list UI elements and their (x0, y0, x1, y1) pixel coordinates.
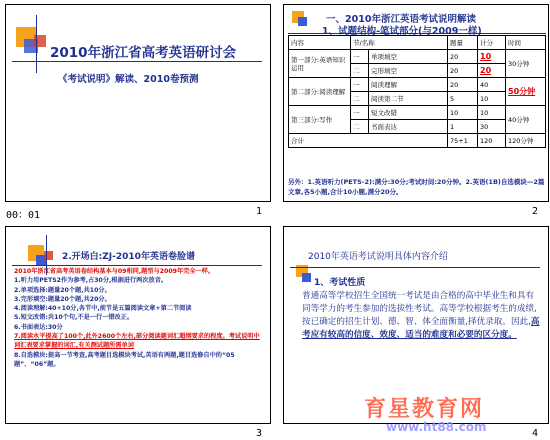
table-cell: 二 (351, 92, 369, 106)
list-item: 1.听力用PETS2作为参考,占30分,根据进行两次放音。 (14, 277, 168, 285)
table-header-cell: 题量 (448, 36, 478, 50)
list-item: 6.书面表达:30分 (14, 323, 63, 331)
table-cell: 1 (448, 120, 478, 134)
table-cell: 10 (478, 106, 506, 120)
slide-3-body (14, 267, 264, 369)
table-cell: 一 (351, 106, 369, 120)
table-row (289, 50, 546, 64)
page-number-3: 3 (256, 428, 263, 439)
table-cell: 20 (448, 64, 478, 78)
slide-4-paragraph (302, 290, 542, 342)
slide-2-footnote: 另外：1.英语听力(PETS-2):满分:30分;考试时间:20分钟。2.英语(1B)自选模块—2篇文章,各5小题,合计10小题,满分20分。 (288, 178, 545, 196)
table-cell: 书面表达 (369, 120, 448, 134)
decor-line-horizontal (12, 61, 262, 62)
table-cell: 阅读第二节 (369, 92, 448, 106)
slide-2[interactable] (283, 4, 549, 202)
decor-line-horizontal (12, 265, 262, 266)
list-item: 7.阅读水平提高了100个,此外2600个左右,部分阅读题词汇超纲要求的程度。考试说明中词汇表要求掌握的词汇,有关测试题所需单词 (14, 333, 260, 350)
list-item: 2.单项选择:题量20个题,共10分。 (14, 286, 111, 294)
decor-blue-square (302, 273, 311, 282)
table-cell: 完形填空 (369, 64, 448, 78)
table-cell: 第二部分:阅读理解 (289, 78, 351, 106)
paragraph-text: 普通高等学校招生全国统一考试是由合格的高中毕业生和具有同等学力的考生参加的选拔性考试。高等学校根据考生的成绩,按已确定的招生计划、德、智、体全面衡量,择优录取。因此, (302, 291, 537, 327)
slide-2-subheading: 1、试题结构-笔试部分(与2009一样) (322, 26, 482, 37)
paragraph-emphasis: 高考应有较高的信度、效度、适当的难度和必要的区分度。 (302, 317, 540, 340)
table-cell: 第三部分:写作 (289, 106, 351, 134)
decor-line-vertical (36, 15, 37, 73)
page-number-1: 1 (256, 206, 263, 217)
table-cell: 单项填空 (369, 50, 448, 64)
slide-1-subtitle: 《考试说明》解读、2010卷预测 (58, 74, 199, 85)
page-number-4: 4 (532, 428, 539, 439)
table-cell: 20 (448, 50, 478, 64)
decor-line-horizontal (290, 267, 540, 268)
page-number-2: 2 (532, 206, 539, 217)
table-header-cell: 节/名称 (351, 36, 448, 50)
watermark-brand: 育星教育网 (364, 397, 485, 422)
table-cell: 二 (351, 120, 369, 134)
table-cell: 合计 (289, 134, 448, 148)
table-cell: 一 (351, 50, 369, 64)
list-item: 8.自选模块:提高一节考查,高考题目选模块考试,英语有两题,题目选修自中的“05题”、“06”题。 (14, 351, 235, 368)
table-row (289, 106, 546, 120)
timestamp: 00：01 (6, 210, 41, 221)
table-cell: 第一部分:英语知识运用 (289, 50, 351, 78)
table-cell: 40 (478, 78, 506, 92)
table-cell: 20 (448, 78, 478, 92)
table-cell: 50分钟 (506, 78, 546, 106)
table-header-cell: 计分 (478, 36, 506, 50)
table-cell: 短文改错 (369, 106, 448, 120)
table-header-row (289, 36, 546, 50)
table-header-cell: 内容 (289, 36, 351, 50)
table-cell: 10 (478, 50, 506, 64)
decor-blue-square (298, 17, 307, 26)
table-cell: 75+1 (448, 134, 478, 148)
table-cell: 5 (448, 92, 478, 106)
table-total-row (289, 134, 546, 148)
table-cell: 二 (351, 64, 369, 78)
test-structure-table (288, 35, 546, 148)
slide-2-heading: 一、2010年浙江英语考试说明解读 (326, 14, 476, 25)
table-cell: 120 (478, 134, 506, 148)
list-item: 4.阅读理解:40+10分,各节中,前节是五篇阅读文章+第二节阅读 (14, 305, 192, 313)
watermark-url: www.ht88.com (386, 420, 487, 434)
table-cell: 10 (478, 92, 506, 106)
slide-4-subheading: 1、考试性质 (314, 278, 366, 288)
table-cell: 120分钟 (506, 134, 546, 148)
slide-4-heading: 2010年英语考试说明具体内容介绍 (308, 252, 448, 262)
table-row (289, 78, 546, 92)
table-header-cell: 时间 (506, 36, 546, 50)
table-cell: 一 (351, 78, 369, 92)
list-item: 3.完形填空:题量20个题,共20分。 (14, 295, 111, 303)
table-cell: 20 (478, 64, 506, 78)
slide-3-heading: 2.开场白:ZJ-2010年英语卷脸谱 (62, 252, 195, 262)
list-item: 2010年浙江省高考英语卷结构基本与09相同,题型与2009年完全一样。 (14, 268, 215, 275)
slide-1[interactable] (5, 4, 271, 202)
table-cell: 30分钟 (506, 50, 546, 78)
slide-3[interactable] (5, 226, 271, 424)
table-cell: 阅读理解 (369, 78, 448, 92)
table-cell: 10 (448, 106, 478, 120)
table-cell: 40分钟 (506, 106, 546, 134)
slide-1-title: 2010年浙江省高考英语研讨会 (50, 45, 237, 61)
table-cell: 30 (478, 120, 506, 134)
list-item: 5.短文改错:共10个句,不是一行一错改正。 (14, 314, 134, 322)
